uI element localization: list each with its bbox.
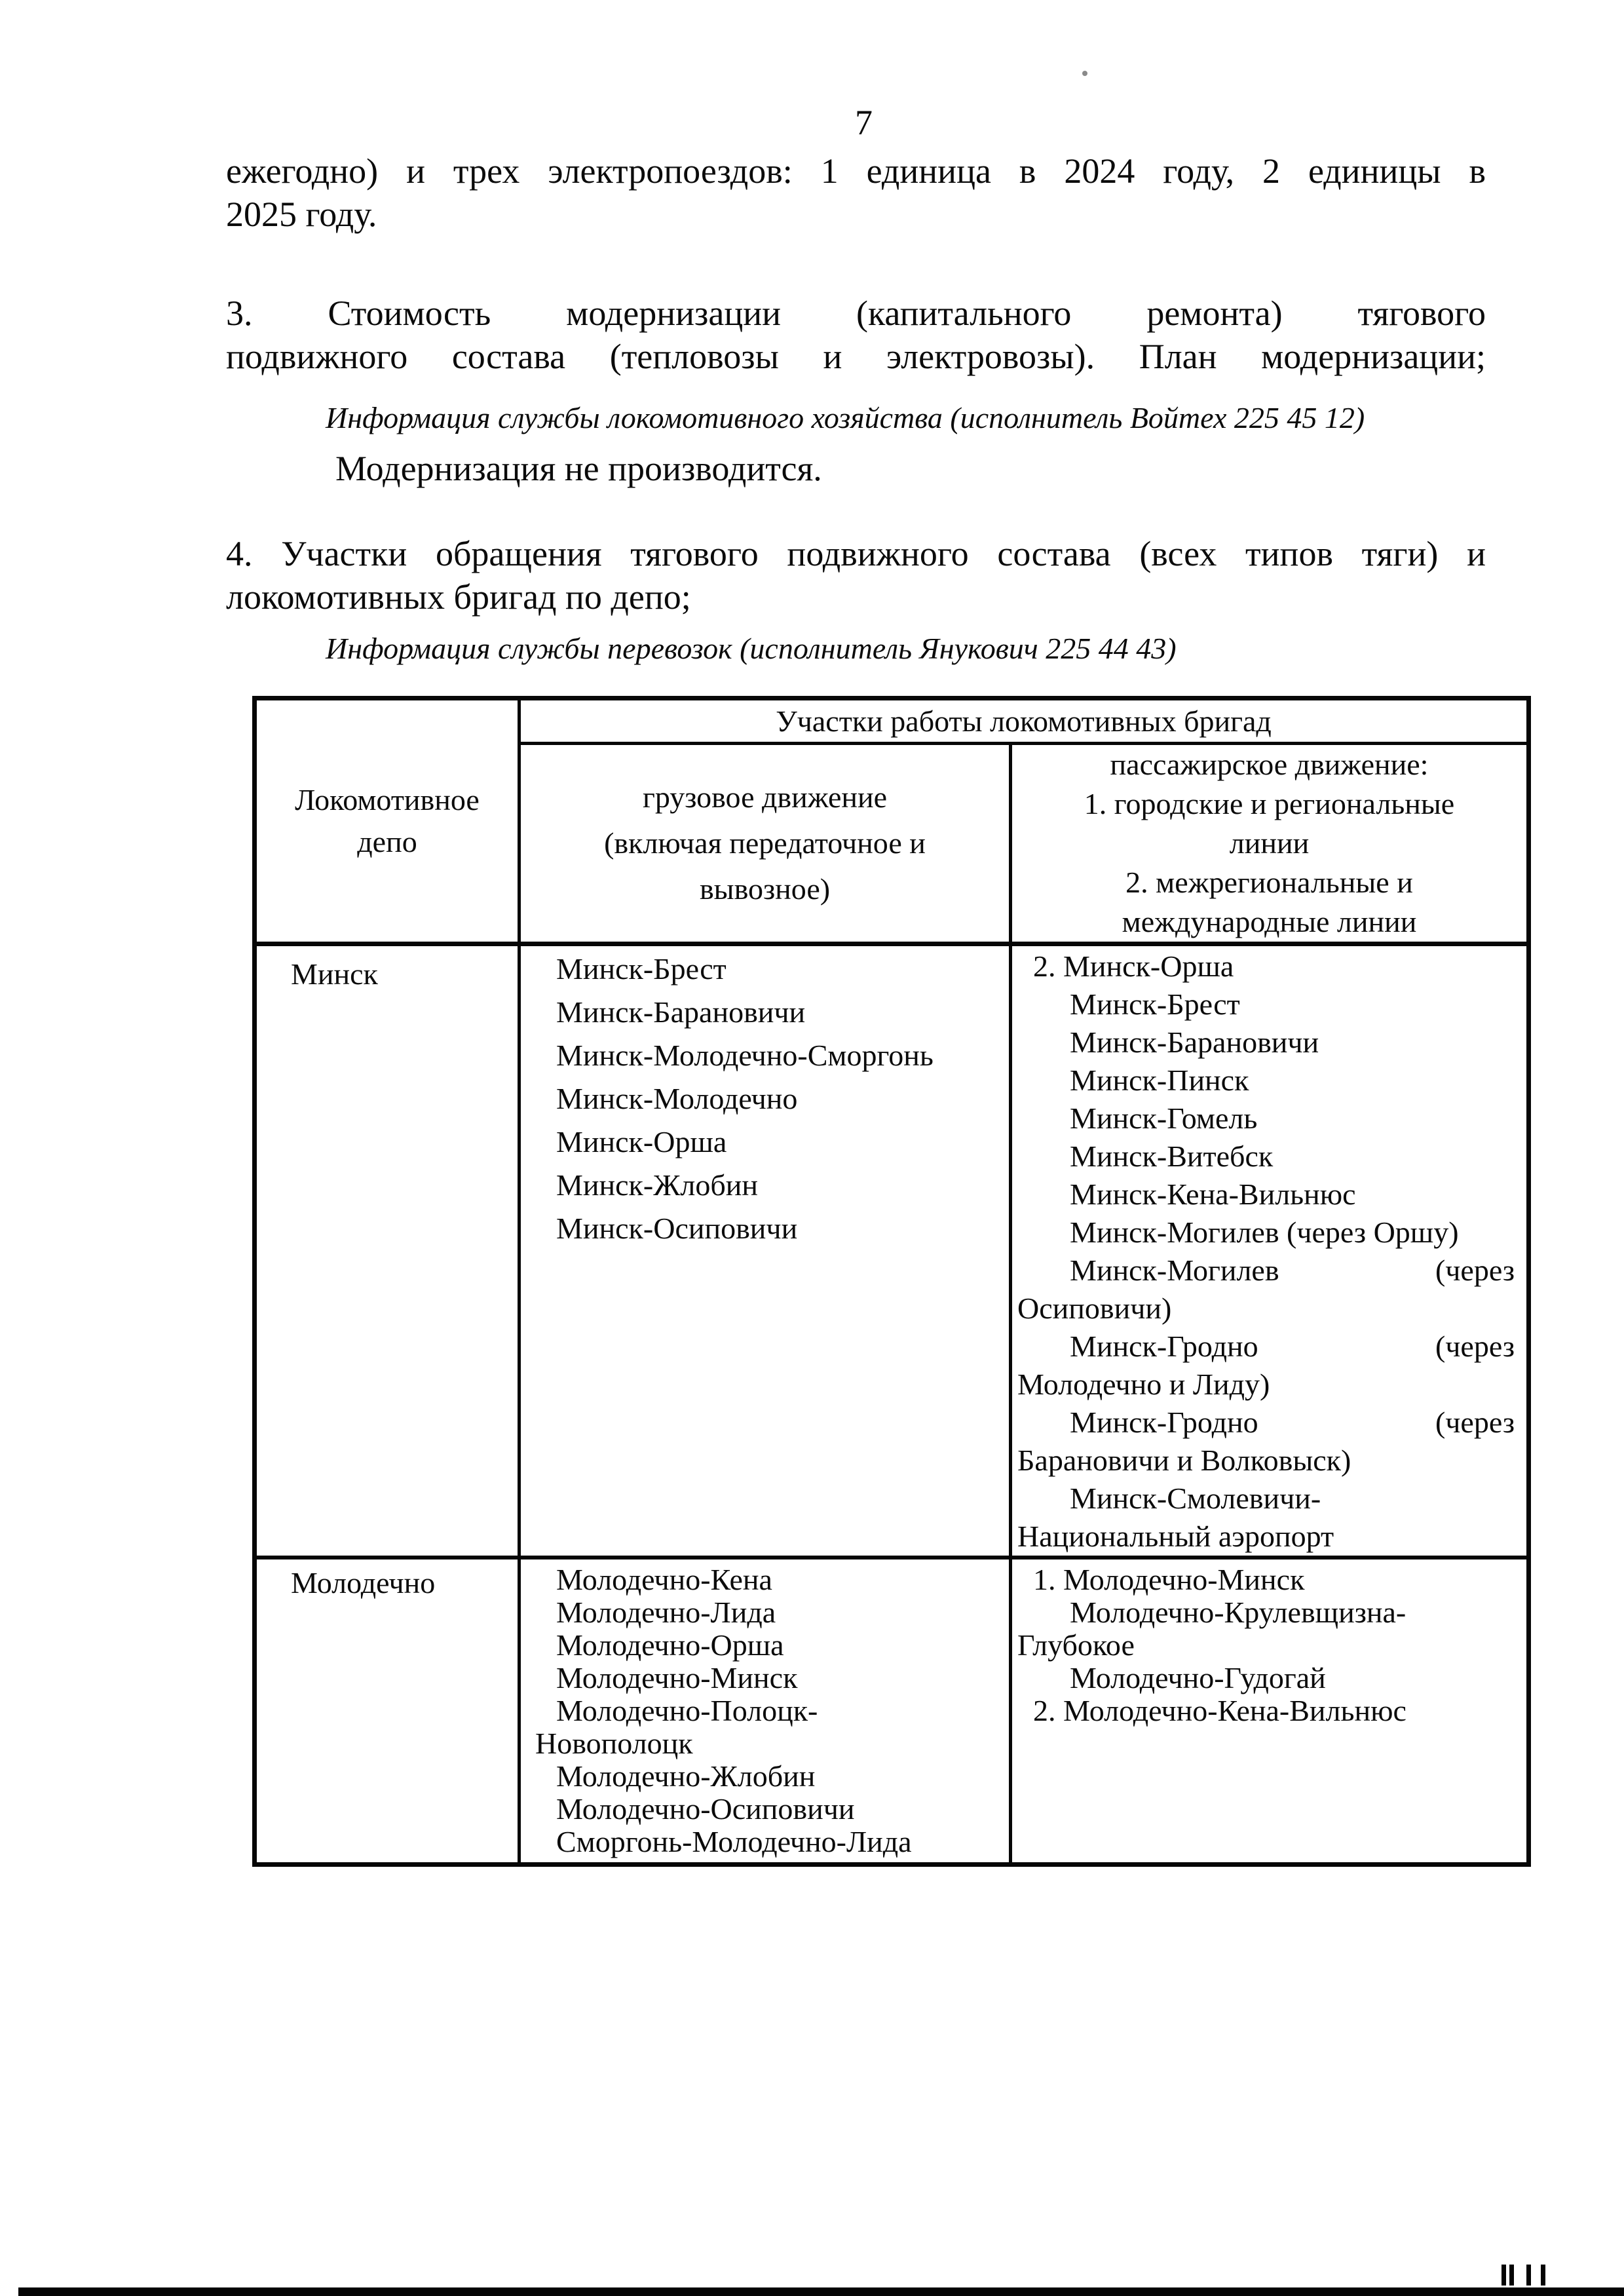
freight-cell-molodechno bbox=[521, 1556, 1012, 1862]
route-line: Молодечно-Минск bbox=[556, 1661, 798, 1694]
depot-cell-minsk bbox=[257, 942, 521, 1556]
route-line: Минск-Барановичи bbox=[1070, 1025, 1319, 1059]
route-line: Молодечно и Лиду) bbox=[1017, 1368, 1270, 1401]
depot-header-line: депо bbox=[357, 825, 417, 858]
route-line-wrapped bbox=[1012, 1404, 1526, 1442]
item3-service-note: Информация службы локомотивного хозяйства (исполнитель Войтех 225 45 12) bbox=[326, 401, 1365, 434]
route-line: Минск-Молодечно-Сморгонь bbox=[556, 1039, 934, 1072]
scan-bottom-bar bbox=[18, 2287, 1624, 2296]
freight-header-line: вывозное) bbox=[699, 872, 831, 906]
route-line: Минск-Пинск bbox=[1070, 1063, 1249, 1097]
scan-speck bbox=[1082, 71, 1087, 76]
scan-tick-mark bbox=[1526, 2265, 1531, 2286]
item3-line-1: 3. Стоимость модернизации (капитального ремонта) тягового bbox=[226, 294, 1486, 333]
route-line: Молодечно-Кена bbox=[556, 1563, 772, 1596]
route-line: Минск-Смолевичи- bbox=[1070, 1482, 1321, 1515]
paragraph-item3 bbox=[226, 292, 1486, 378]
route-line: Молодечно-Лида bbox=[556, 1596, 776, 1629]
route-line-wrapped bbox=[1012, 1328, 1526, 1366]
route-line: Молодечно-Полоцк- bbox=[556, 1694, 818, 1727]
passenger-header-line: международные линии bbox=[1122, 905, 1417, 938]
route-line: Новополоцк bbox=[535, 1727, 693, 1760]
route-line-left: Минск-Могилев bbox=[1070, 1253, 1279, 1287]
passenger-header-line: пассажирское движение: bbox=[1110, 748, 1429, 781]
route-line: Молодечно-Гудогай bbox=[1070, 1661, 1326, 1694]
route-line: Минск-Осиповичи bbox=[556, 1212, 798, 1245]
route-line: Минск-Брест bbox=[556, 952, 727, 985]
route-line-right: (через bbox=[1435, 1330, 1515, 1363]
scan-tick-mark bbox=[1509, 2265, 1514, 2286]
depot-routes-table bbox=[252, 696, 1531, 1867]
intro-line-2: 2025 году. bbox=[226, 195, 377, 234]
route-line: Минск-Барановичи bbox=[556, 995, 806, 1029]
route-line: 2. Минск-Орша bbox=[1033, 949, 1234, 983]
route-line: 2. Молодечно-Кена-Вильнюс bbox=[1033, 1694, 1407, 1727]
route-line: Национальный аэропорт bbox=[1017, 1520, 1334, 1553]
freight-header-line: грузовое движение bbox=[642, 780, 888, 814]
item3-line-2: подвижного состава (тепловозы и электровозы). План модернизации; bbox=[226, 337, 1486, 376]
brigades-span-header bbox=[521, 700, 1526, 745]
route-line: Минск-Витебск bbox=[1070, 1139, 1274, 1173]
route-line: Минск-Жлобин bbox=[556, 1168, 759, 1202]
passenger-header-line: 1. городские и региональные bbox=[1084, 787, 1455, 820]
route-line: Молодечно-Крулевщизна- bbox=[1070, 1596, 1407, 1629]
depot-column-header bbox=[257, 700, 521, 942]
paragraph-intro bbox=[226, 149, 1486, 236]
passenger-header-line: линии bbox=[1229, 826, 1310, 860]
item4-line-2: локомотивных бригад по депо; bbox=[226, 577, 691, 617]
route-line: Молодечно-Орша bbox=[556, 1628, 784, 1662]
route-line-left: Минск-Гродно bbox=[1070, 1406, 1258, 1439]
route-line: Барановичи и Волковыск) bbox=[1017, 1444, 1351, 1477]
route-line: Молодечно-Жлобин bbox=[556, 1759, 816, 1793]
freight-header-line: (включая передаточное и bbox=[604, 826, 926, 860]
depot-name: Молодечно bbox=[291, 1566, 436, 1599]
item3-answer: Модернизация не производится. bbox=[335, 449, 822, 488]
page-number: 7 bbox=[855, 103, 873, 142]
depot-cell-molodechno bbox=[257, 1556, 521, 1862]
route-line: Молодечно-Осиповичи bbox=[556, 1792, 855, 1826]
passenger-column-header bbox=[1012, 745, 1526, 942]
route-line: Глубокое bbox=[1017, 1628, 1135, 1662]
route-line-left: Минск-Гродно bbox=[1070, 1330, 1258, 1363]
item4-line-1: 4. Участки обращения тягового подвижного состава (всех типов тяги) и bbox=[226, 534, 1486, 573]
scan-tick-mark bbox=[1501, 2265, 1506, 2286]
paragraph-item4 bbox=[226, 532, 1486, 619]
item4-service-note: Информация службы перевозок (исполнитель Янукович 225 44 43) bbox=[326, 632, 1177, 665]
route-line: Минск-Молодечно bbox=[556, 1082, 798, 1115]
intro-line-1: ежегодно) и трех электропоездов: 1 единица в 2024 году, 2 единицы в bbox=[226, 151, 1486, 191]
route-line: Минск-Орша bbox=[556, 1125, 727, 1158]
route-line-right: (через bbox=[1435, 1406, 1515, 1439]
passenger-header-line: 2. межрегиональные и bbox=[1125, 866, 1413, 899]
passenger-cell-molodechno bbox=[1012, 1556, 1526, 1862]
freight-cell-minsk bbox=[521, 942, 1012, 1556]
route-line: Минск-Могилев (через Оршу) bbox=[1070, 1215, 1459, 1249]
route-line: Сморгонь-Молодечно-Лида bbox=[556, 1825, 912, 1858]
route-line: Осиповичи) bbox=[1017, 1292, 1172, 1325]
route-line: Минск-Гомель bbox=[1070, 1101, 1258, 1135]
scan-tick-mark bbox=[1541, 2265, 1545, 2286]
brigades-span-header-text: Участки работы локомотивных бригад bbox=[776, 704, 1272, 738]
route-line-wrapped bbox=[1012, 1252, 1526, 1290]
freight-column-header bbox=[521, 745, 1012, 942]
route-line-right: (через bbox=[1435, 1253, 1515, 1287]
passenger-cell-minsk bbox=[1012, 942, 1526, 1556]
route-line: Минск-Брест bbox=[1070, 987, 1240, 1021]
route-line: Минск-Кена-Вильнюс bbox=[1070, 1177, 1356, 1211]
route-line: 1. Молодечно-Минск bbox=[1033, 1563, 1305, 1596]
depot-name: Минск bbox=[291, 957, 378, 991]
depot-header-line: Локомотивное bbox=[295, 783, 480, 816]
